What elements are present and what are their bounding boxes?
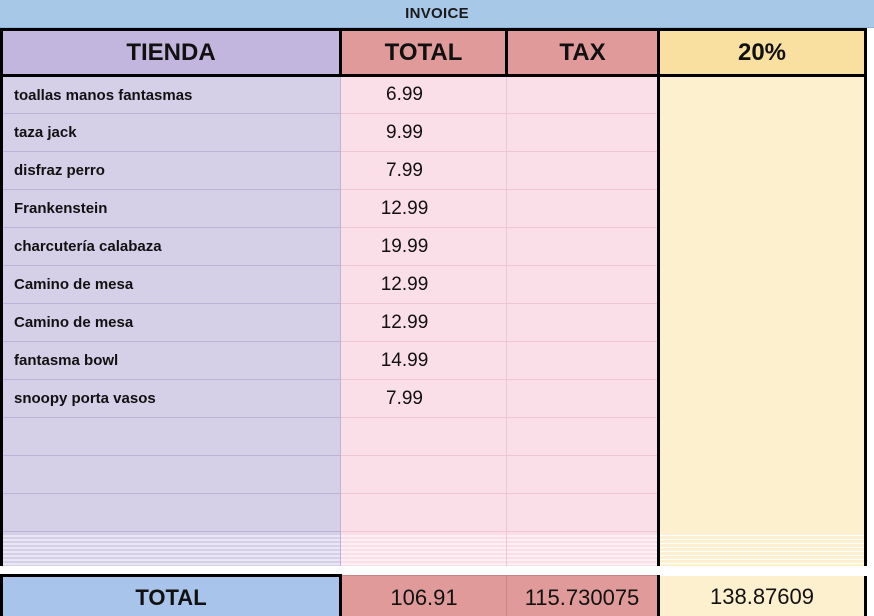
cell-tienda[interactable] bbox=[2, 418, 341, 456]
cell-tienda[interactable]: snoopy porta vasos bbox=[2, 380, 341, 418]
table-row[interactable] bbox=[2, 342, 874, 380]
row-gutter bbox=[866, 304, 874, 342]
spacer-cell bbox=[659, 566, 866, 576]
table-header-row bbox=[2, 30, 874, 76]
cell-tienda[interactable]: Camino de mesa bbox=[2, 304, 341, 342]
column-header-total[interactable]: TOTAL bbox=[341, 30, 507, 76]
spacer-cell bbox=[341, 566, 507, 576]
cell-total[interactable]: 12.99 bbox=[341, 266, 507, 304]
row-gutter bbox=[866, 380, 874, 418]
cell-tienda[interactable]: charcutería calabaza bbox=[2, 228, 341, 266]
table-row[interactable] bbox=[2, 228, 874, 266]
cell-tienda[interactable]: disfraz perro bbox=[2, 152, 341, 190]
table-row[interactable] bbox=[2, 494, 874, 532]
cell-total[interactable]: 7.99 bbox=[341, 152, 507, 190]
cell-percent[interactable] bbox=[659, 418, 866, 456]
row-gutter bbox=[866, 494, 874, 532]
spacer-cell bbox=[2, 566, 341, 576]
cell-percent[interactable] bbox=[659, 266, 866, 304]
cell-tax[interactable] bbox=[507, 152, 659, 190]
collapsed-band-total[interactable] bbox=[341, 532, 507, 566]
collapsed-rows-band[interactable] bbox=[2, 532, 874, 566]
spacer-cell bbox=[866, 566, 874, 576]
cell-tax[interactable] bbox=[507, 494, 659, 532]
cell-tienda[interactable]: taza jack bbox=[2, 114, 341, 152]
header-gutter bbox=[866, 30, 874, 76]
cell-percent[interactable] bbox=[659, 76, 866, 114]
totals-percent[interactable]: 138.87609 bbox=[659, 576, 866, 616]
cell-tax[interactable] bbox=[507, 266, 659, 304]
table-row[interactable] bbox=[2, 456, 874, 494]
row-gutter bbox=[866, 152, 874, 190]
cell-tax[interactable] bbox=[507, 380, 659, 418]
cell-total[interactable]: 19.99 bbox=[341, 228, 507, 266]
cell-tax[interactable] bbox=[507, 190, 659, 228]
row-gutter bbox=[866, 576, 874, 616]
cell-total[interactable] bbox=[341, 494, 507, 532]
cell-tienda[interactable] bbox=[2, 456, 341, 494]
table-row[interactable] bbox=[2, 114, 874, 152]
cell-tienda[interactable]: toallas manos fantasmas bbox=[2, 76, 341, 114]
cell-tienda[interactable]: Camino de mesa bbox=[2, 266, 341, 304]
row-gutter bbox=[866, 456, 874, 494]
cell-total[interactable]: 14.99 bbox=[341, 342, 507, 380]
cell-tienda[interactable]: fantasma bowl bbox=[2, 342, 341, 380]
cell-tax[interactable] bbox=[507, 114, 659, 152]
column-header-tienda[interactable]: TIENDA bbox=[2, 30, 341, 76]
cell-percent[interactable] bbox=[659, 342, 866, 380]
cell-tax[interactable] bbox=[507, 304, 659, 342]
cell-tax[interactable] bbox=[507, 456, 659, 494]
cell-total[interactable]: 12.99 bbox=[341, 304, 507, 342]
cell-percent[interactable] bbox=[659, 494, 866, 532]
collapsed-band-tienda[interactable] bbox=[2, 532, 341, 566]
cell-total[interactable]: 9.99 bbox=[341, 114, 507, 152]
row-gutter bbox=[866, 418, 874, 456]
invoice-table bbox=[0, 28, 874, 616]
cell-tienda[interactable]: Frankenstein bbox=[2, 190, 341, 228]
page-title: INVOICE bbox=[405, 5, 469, 22]
cell-total[interactable]: 12.99 bbox=[341, 190, 507, 228]
totals-row[interactable] bbox=[2, 576, 874, 616]
row-gutter bbox=[866, 114, 874, 152]
cell-total[interactable] bbox=[341, 456, 507, 494]
cell-percent[interactable] bbox=[659, 456, 866, 494]
totals-label[interactable]: TOTAL bbox=[2, 576, 341, 616]
cell-total[interactable]: 6.99 bbox=[341, 76, 507, 114]
collapsed-band-tax[interactable] bbox=[507, 532, 659, 566]
cell-percent[interactable] bbox=[659, 304, 866, 342]
row-gutter bbox=[866, 190, 874, 228]
cell-percent[interactable] bbox=[659, 152, 866, 190]
row-gutter bbox=[866, 342, 874, 380]
row-gutter bbox=[866, 228, 874, 266]
cell-percent[interactable] bbox=[659, 380, 866, 418]
totals-total[interactable]: 106.91 bbox=[341, 576, 507, 616]
spacer-row bbox=[2, 566, 874, 576]
table-row[interactable] bbox=[2, 190, 874, 228]
cell-total[interactable]: 7.99 bbox=[341, 380, 507, 418]
cell-tax[interactable] bbox=[507, 228, 659, 266]
cell-tax[interactable] bbox=[507, 342, 659, 380]
cell-tax[interactable] bbox=[507, 418, 659, 456]
cell-total[interactable] bbox=[341, 418, 507, 456]
cell-percent[interactable] bbox=[659, 228, 866, 266]
cell-tienda[interactable] bbox=[2, 494, 341, 532]
collapsed-band-percent[interactable] bbox=[659, 532, 866, 566]
table-row[interactable] bbox=[2, 380, 874, 418]
column-header-tax[interactable]: TAX bbox=[507, 30, 659, 76]
table-row[interactable] bbox=[2, 266, 874, 304]
spacer-cell bbox=[507, 566, 659, 576]
table-row[interactable] bbox=[2, 418, 874, 456]
invoice-title-bar bbox=[0, 0, 874, 28]
table-row[interactable] bbox=[2, 152, 874, 190]
cell-percent[interactable] bbox=[659, 190, 866, 228]
totals-tax[interactable]: 115.730075 bbox=[507, 576, 659, 616]
row-gutter bbox=[866, 532, 874, 566]
row-gutter bbox=[866, 76, 874, 114]
table-row[interactable] bbox=[2, 76, 874, 114]
cell-tax[interactable] bbox=[507, 76, 659, 114]
cell-percent[interactable] bbox=[659, 114, 866, 152]
row-gutter bbox=[866, 266, 874, 304]
table-row[interactable] bbox=[2, 304, 874, 342]
column-header-percent[interactable]: 20% bbox=[659, 30, 866, 76]
